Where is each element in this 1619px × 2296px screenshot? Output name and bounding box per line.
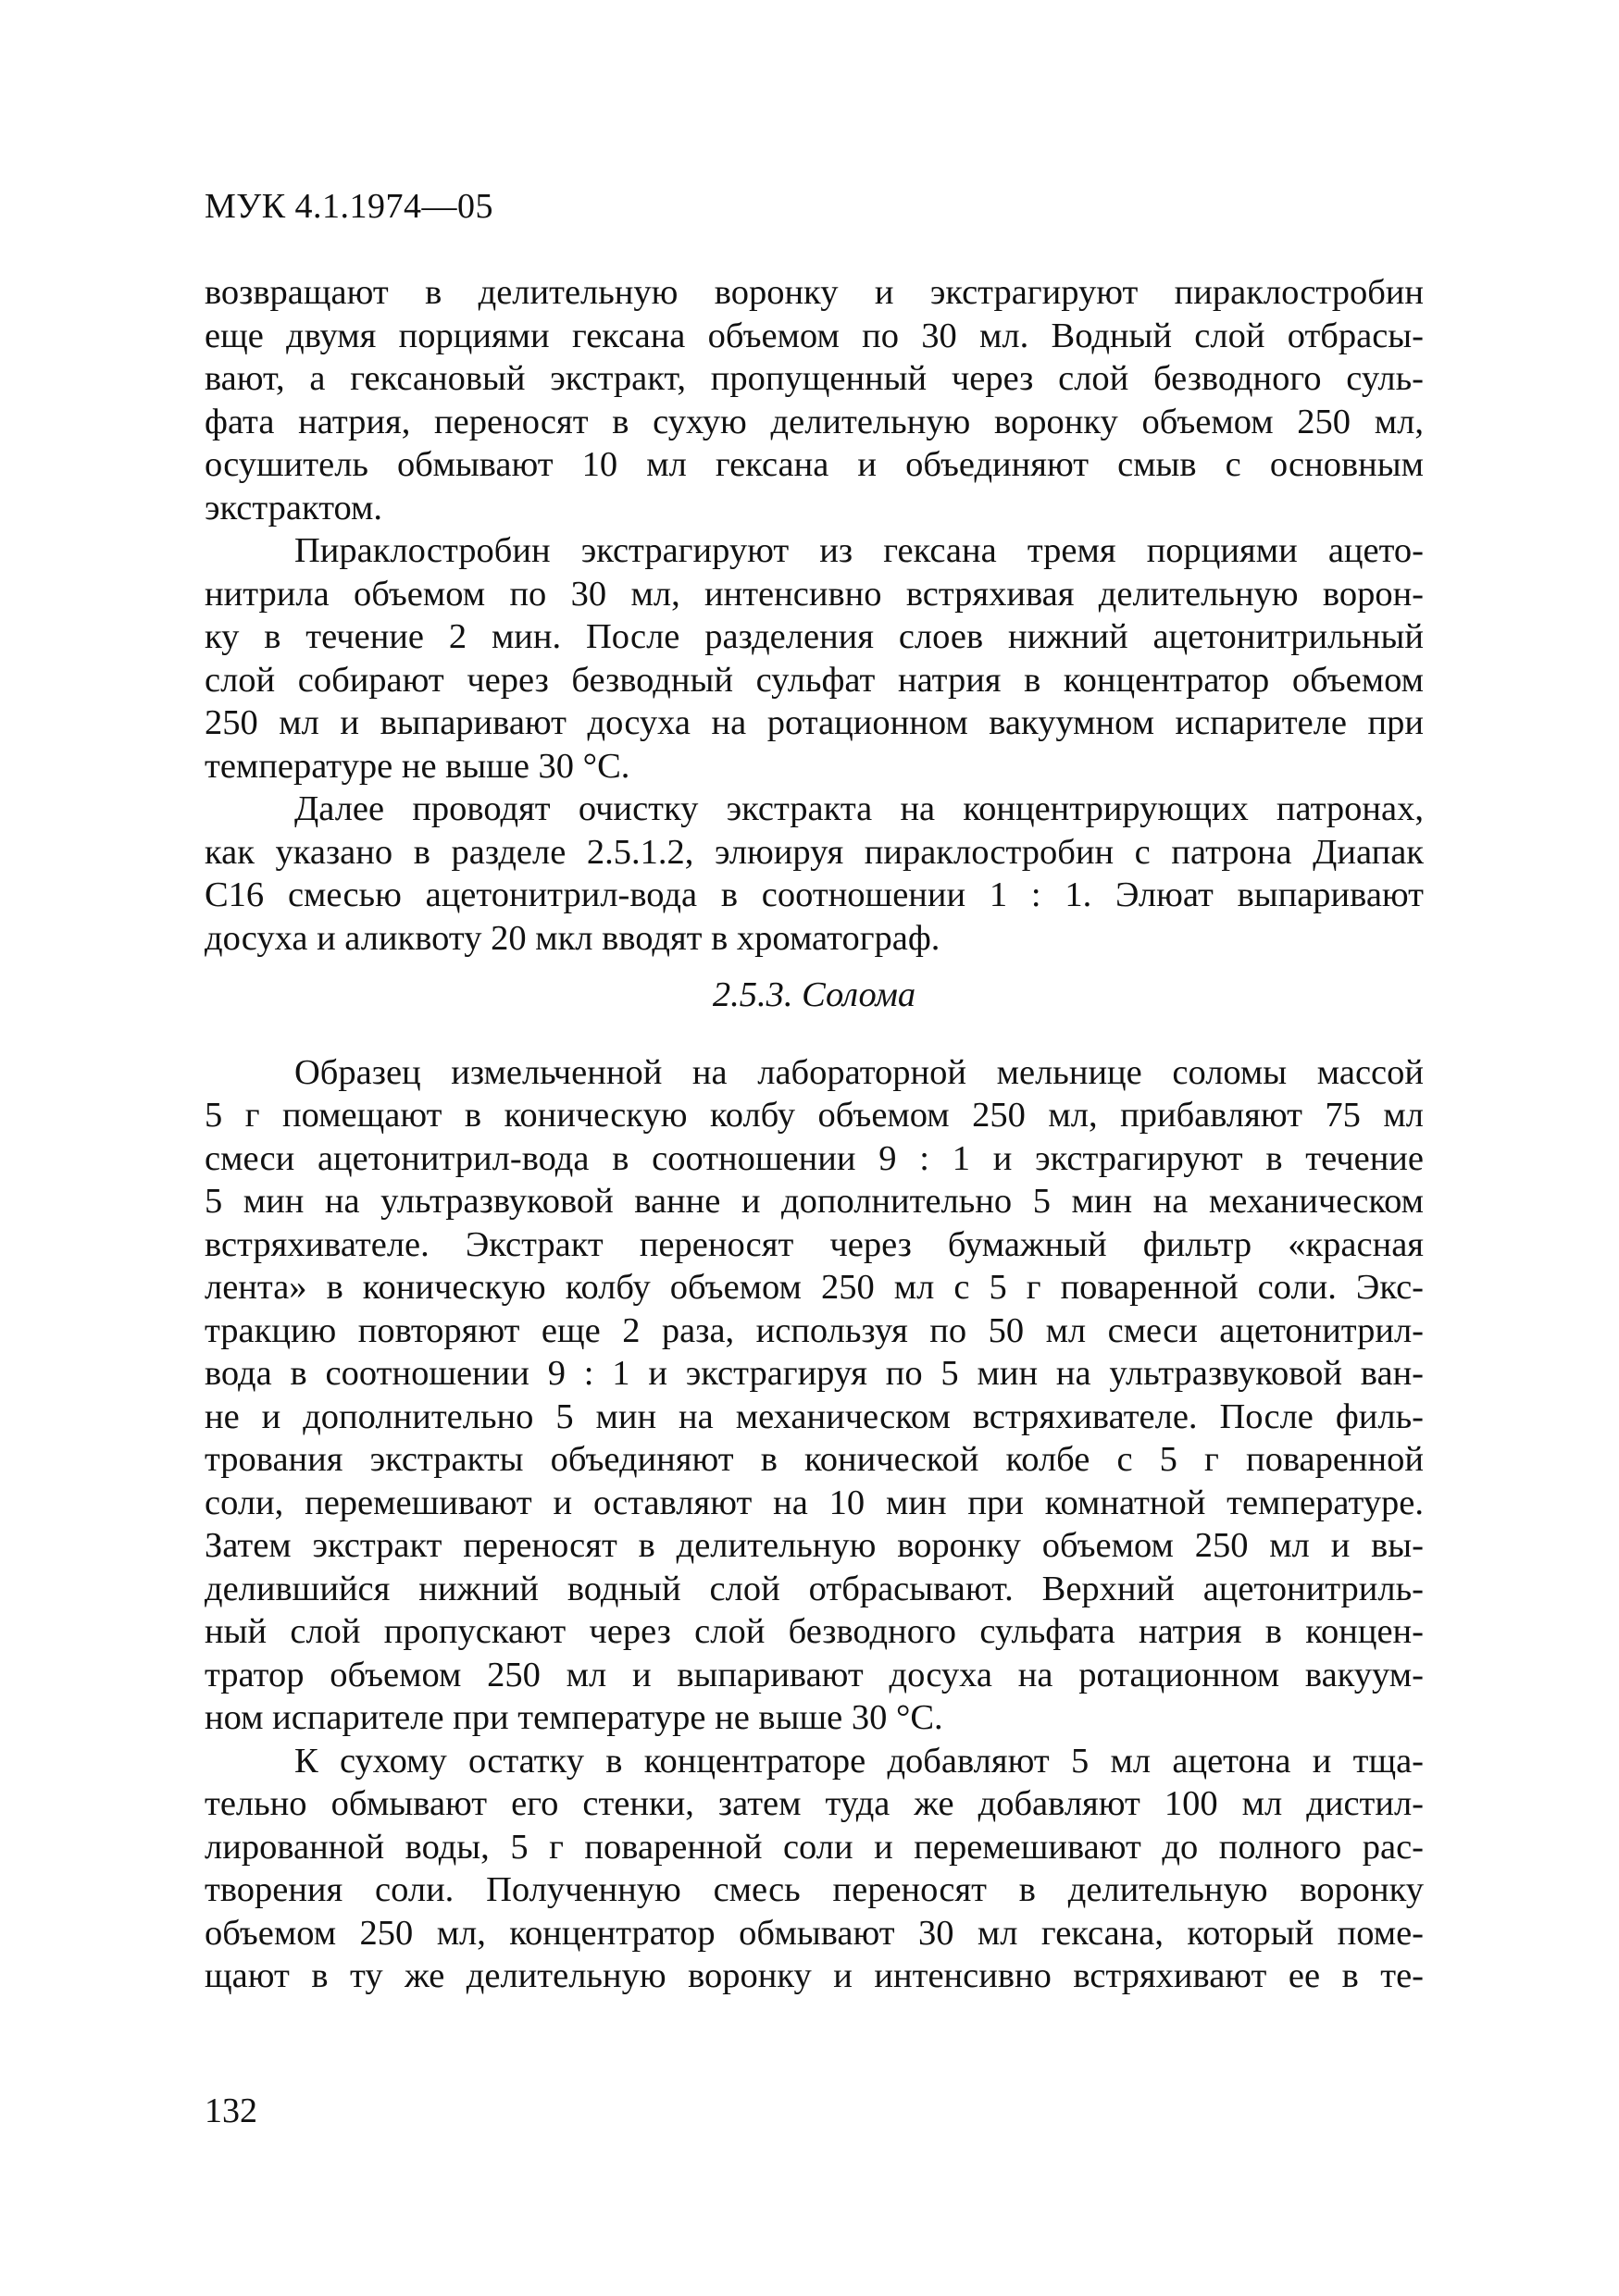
text-line: как указано в разделе 2.5.1.2, элюируя пираклостробин с патрона Диапак (205, 832, 1424, 872)
text-line: фата натрия, переносят в сухую делительную воронку объемом 250 мл, (205, 402, 1424, 441)
page-number: 132 (205, 2091, 257, 2130)
text-line: 250 мл и выпаривают досуха на ротационном вакуумном испарителе при (205, 703, 1424, 742)
text-line: тельно обмывают его стенки, затем туда же добавляют 100 мл дистил- (205, 1784, 1424, 1823)
text-line: ку в течение 2 мин. После разделения слоев нижний ацетонитрильный (205, 617, 1424, 656)
text-line: тракцию повторяют еще 2 раза, используя по 50 мл смеси ацетонитрил- (205, 1310, 1424, 1350)
paragraph (205, 529, 1424, 788)
text-line: 5 г помещают в коническую колбу объемом 250 мл, прибавляют 75 мл (205, 1096, 1424, 1135)
text-line: встряхивателе. Экстракт переносят через бумажный фильтр «красная (205, 1224, 1424, 1264)
text-line: лента» в коническую колбу объемом 250 мл с 5 г поваренной соли. Экс- (205, 1268, 1424, 1307)
text-line: 5 мин на ультразвуковой ванне и дополнительно 5 мин на механическом (205, 1182, 1424, 1221)
text-line: осушитель обмывают 10 мл гексана и объединяют смыв с основным (205, 445, 1424, 484)
text-line: вают, а гексановый экстракт, пропущенный через слой безводного суль- (205, 359, 1424, 398)
text-line: Далее проводят очистку экстракта на концентрирующих патронах, (294, 789, 1424, 828)
text-line: лированной воды, 5 г поваренной соли и перемешивают до полного рас- (205, 1827, 1424, 1867)
text-line: К сухому остатку в концентраторе добавляют 5 мл ацетона и тща- (294, 1741, 1424, 1781)
text-line: Пираклостробин экстрагируют из гексана тремя порциями ацето- (294, 531, 1424, 570)
text-line: делившийся нижний водный слой отбрасывают. Верхний ацетонитриль- (205, 1569, 1424, 1608)
text-line: трования экстракты объединяют в конической колбе с 5 г поваренной (205, 1440, 1424, 1479)
section-heading: 2.5.3. Солома (712, 975, 916, 1014)
text-line: слой собирают через безводный сульфат натрия в концентратор объемом (205, 660, 1424, 700)
text-line: температуре не выше 30 °С. (205, 746, 630, 786)
text-line: соли, перемешивают и оставляют на 10 мин при комнатной температуре. (205, 1483, 1424, 1522)
text-line: досуха и аликвоту 20 мкл вводят в хроматограф. (205, 918, 940, 958)
text-line: творения соли. Полученную смесь переносят в делительную воронку (205, 1870, 1424, 1909)
paragraph (205, 1740, 1424, 1998)
text-line: Затем экстракт переносят в делительную воронку объемом 250 мл и вы- (205, 1526, 1424, 1565)
text-line: нитрила объемом по 30 мл, интенсивно встряхивая делительную ворон- (205, 574, 1424, 614)
paragraph (205, 271, 1424, 529)
text-line: не и дополнительно 5 мин на механическом встряхивателе. После филь- (205, 1396, 1424, 1436)
body-text (205, 271, 1424, 1998)
running-header: МУК 4.1.1974—05 (205, 187, 494, 226)
text-line: тратор объемом 250 мл и выпаривают досуха на ротационном вакуум- (205, 1655, 1424, 1694)
text-line: С16 смесью ацетонитрил-вода в соотношении 1 : 1. Элюат выпаривают (205, 875, 1424, 914)
text-line: щают в ту же делительную воронку и интенсивно встряхивают ее в те- (205, 1956, 1424, 1995)
text-line: ном испарителе при температуре не выше 30 °С. (205, 1698, 943, 1737)
text-line: еще двумя порциями гексана объемом по 30 мл. Водный слой отбрасы- (205, 316, 1424, 355)
text-line: смеси ацетонитрил-вода в соотношении 9 : 1 и экстрагируют в течение (205, 1138, 1424, 1178)
text-line: объемом 250 мл, концентратор обмывают 30 мл гексана, который поме- (205, 1913, 1424, 1953)
text-line: возвращают в делительную воронку и экстрагируют пираклостробин (205, 273, 1424, 312)
paragraph (205, 788, 1424, 960)
text-line: экстрактом. (205, 488, 383, 527)
paragraph (205, 1051, 1424, 1740)
text-line: Образец измельченной на лабораторной мельнице соломы массой (294, 1052, 1424, 1092)
text-line: ный слой пропускают через слой безводного сульфата натрия в концен- (205, 1612, 1424, 1651)
text-line: вода в соотношении 9 : 1 и экстрагируя по 5 мин на ультразвуковой ван- (205, 1354, 1424, 1393)
